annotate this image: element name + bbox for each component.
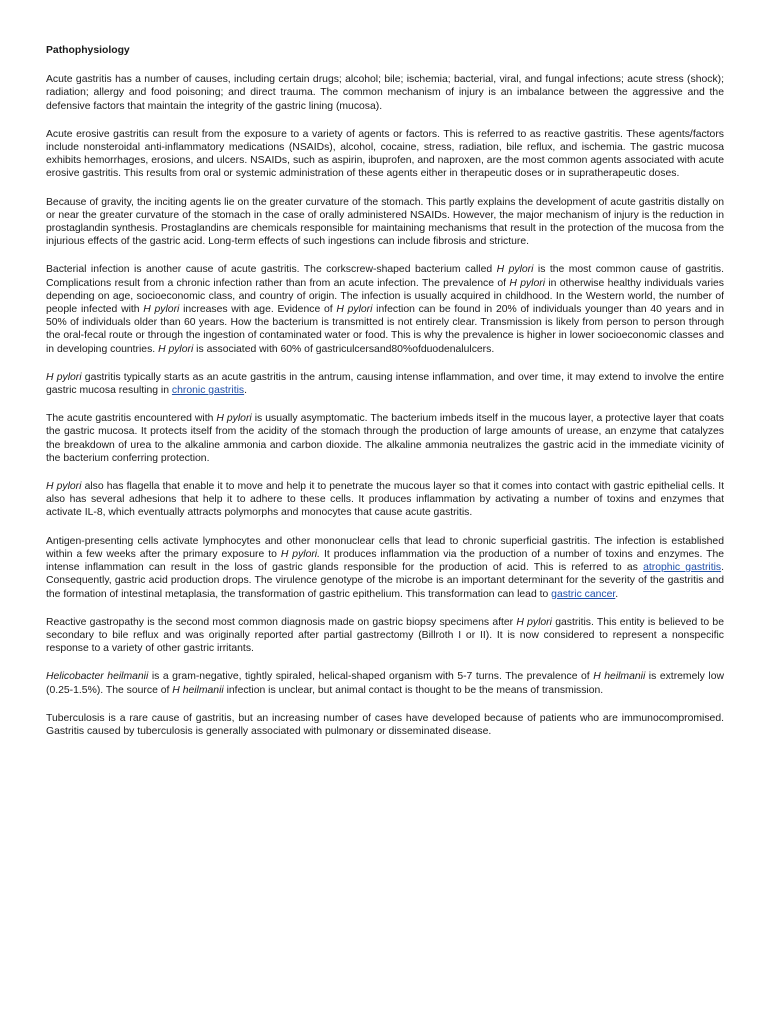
paragraph-reactive-gastropathy: Reactive gastropathy is the second most common diagnosis made on gastric biopsy specimens after H pylori gastritis. This entity is believed to be secondary to bile reflux and was originally reported after partial gastrectomy (Billroth I or II). It is now considered to represent a nonspecific response to a variety of other gastric irritants.	[46, 616, 724, 655]
paragraph-flagella: H pylori also has flagella that enable it to move and help it to penetrate the mucous layer so that it comes into contact with gastric epithelial cells. It also has several adhesions that help it to adhere to these cells. It produces inflammation by activating a number of toxins and enzymes that activate IL-8, which eventually attracts polymorphs and monocytes that cause acute gastritis.	[46, 481, 724, 519]
section-heading: Pathophysiology	[46, 45, 130, 56]
paragraph-erosive-gastritis: Acute erosive gastritis can result from the exposure to a variety of agents or factors. This is referred to as reactive gastritis. These agents/factors include nonsteroidal anti-inflammatory medications (NSAIDs), alcohol, cocaine, stress, radiation, bile reflux, and ischemia. The gastric mucosa exhibits hemorrhages, erosions, and ulcers. NSAIDs, such as aspirin, ibuprofen, and naproxen, are the most common agents associated with acute erosive gastritis. This results from oral or systemic administration of these agents either in therapeutic doses or in supratherapeutic doses.	[46, 128, 724, 180]
gastric-cancer-link[interactable]: gastric cancer	[551, 588, 616, 600]
paragraph-gravity-mechanism: Because of gravity, the inciting agents lie on the greater curvature of the stomach. This partly explains the development of acute gastritis distally on or near the greater curvature of the stomach in the case of orally administered NSAIDs. However, the major mechanism of injury is the reduction in prostaglandin synthesis. Prostaglandins are chemicals responsible for maintaining mechanisms that result in the protection of the mucosa from the injurious effects of the gastric acid. Long-term effects of such ingestions can include fibrosis and stricture.	[46, 196, 724, 248]
atrophic-gastritis-link[interactable]: atrophic gastritis	[643, 562, 722, 574]
chronic-gastritis-link[interactable]: chronic gastritis	[171, 385, 245, 397]
paragraph-bacterial-infection: Bacterial infection is another cause of acute gastritis. The corkscrew-shaped bacterium called H pylori is the most common cause of gastritis. Complications result from a chronic infection rather than from an acute infection. The prevalence of H pylori in otherwise healthy individuals varies depending on age, socioeconomic class, and country of origin. The infection is usually acquired in childhood. In the Western world, the number of people infected with H pylori increases with age. Evidence of H pylori infection can be found in 20% of individuals younger than 40 years and in 50% of individuals older than 60 years. How the bacterium is transmitted is not entirely clear. Transmission is likely from person to person through the oral-fecal route or through the ingestion of contaminated water or food. This is why the prevalence is higher in lower socioeconomic classes and in developing countries. H pylori is associated with 60% of gastriculcersand80%ofduodenalulcers.	[46, 264, 725, 355]
paragraph-antigen-presenting: Antigen-presenting cells activate lymphocytes and other mononuclear cells that lead to chronic superficial gastritis. The infection is established within a few weeks after the primary exposure to H pylori. It produces inflammation via the production of a number of toxins and enzymes. The intense inflammation can result in the loss of gastric glands responsible for the production of acid. This is referred to as atrophic gastritis. Consequently, gastric acid production drops. The virulence genotype of the microbe is an important determinant for the severity of the gastritis and the formation of intestinal metaplasia, the transformation of gastric epithelium. This transformation can lead to gastric cancer.	[46, 535, 725, 600]
paragraph-asymptomatic: The acute gastritis encountered with H pylori is usually asymptomatic. The bacterium imbeds itself in the mucous layer, a protective layer that coats the gastric mucosa. It protects itself from the acidity of the stomach through the production of large amounts of urease, an enzyme that catalyzes the breakdown of urea to the alkaline ammonia and carbon dioxide. The alkaline ammonia neutralizes the gastric acid in the immediate vicinity of the bacterium conferring protection.	[46, 413, 724, 464]
paragraph-tuberculosis: Tuberculosis is a rare cause of gastritis, but an increasing number of cases have developed because of patients who are immunocompromised. Gastritis caused by tuberculosis is generally associated with pulmonary or disseminated disease.	[46, 712, 724, 737]
document-page	[46, 44, 724, 753]
paragraph-helicobacter-heilmanii: Helicobacter heilmanii is a gram-negative, tightly spiraled, helical-shaped organism with 5-7 turns. The prevalence of H heilmanii is extremely low (0.25-1.5%). The source of H heilmanii infection is unclear, but animal contact is thought to be the means of transmission.	[46, 671, 724, 696]
paragraph-acute-gastritis-causes: Acute gastritis has a number of causes, including certain drugs; alcohol; bile; ischemia; bacterial, viral, and fungal infections; acute stress (shock); radiation; allergy and food poisoning; and direct trauma. The common mechanism of injury is an imbalance between the aggressive and the defensive factors that maintain the integrity of the gastric lining (mucosa).	[46, 74, 724, 112]
paragraph-h-pylori-gastritis: H pylori gastritis typically starts as an acute gastritis in the antrum, causing intense inflammation, and over time, it may extend to involve the entire gastric mucosa resulting in chronic gastritis.	[46, 371, 724, 397]
